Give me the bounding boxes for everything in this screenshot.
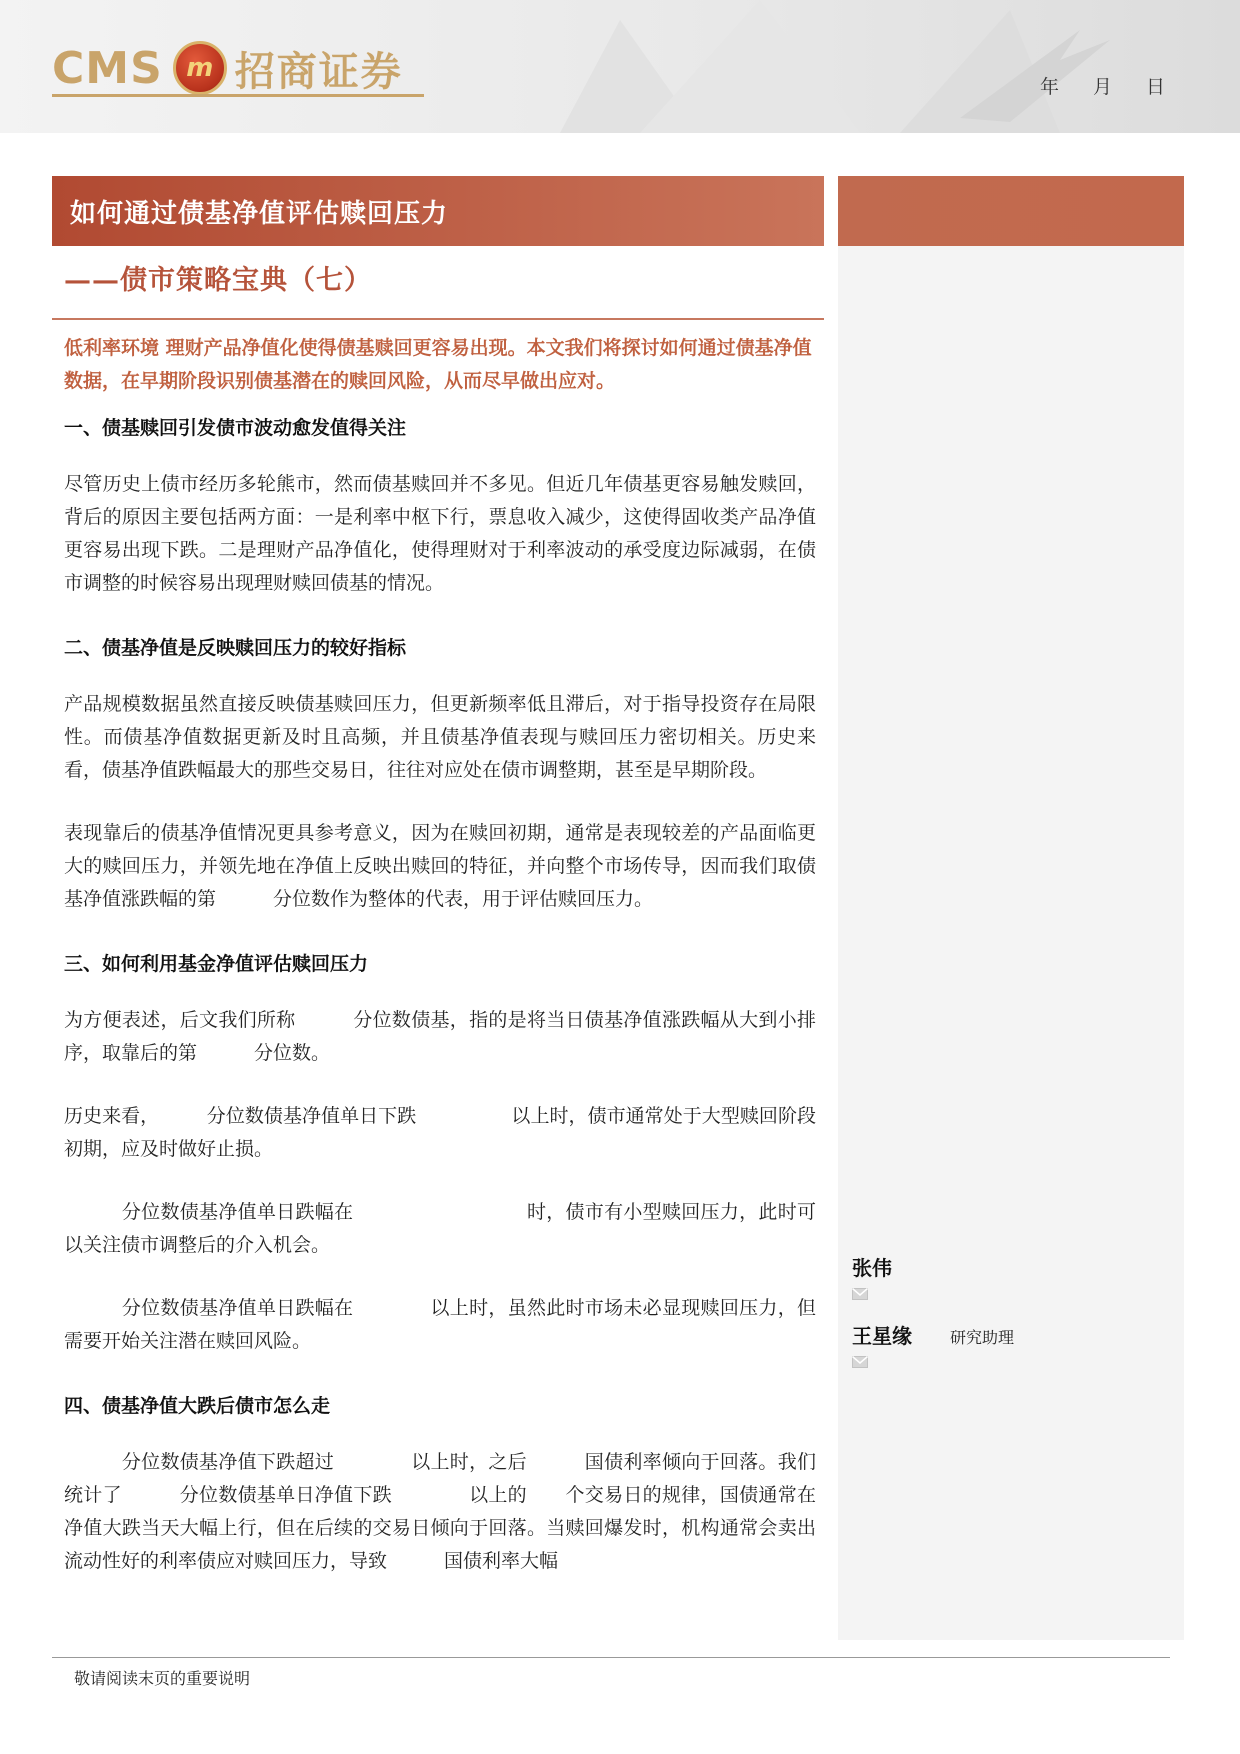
section-heading: 二、债基净值是反映赎回压力的较好指标	[64, 637, 407, 659]
paragraph: 产品规模数据虽然直接反映债基赎回压力，但更新频率低且滞后，对于指导投资存在局限性。而债基净值数据更新及时且高频，并且债基净值表现与赎回压力密切相关。历史来看，债基净值跌幅最大的那些交易日，往往对应处在债市调整期，甚至是早期阶段。	[64, 693, 816, 781]
logo-latin: CMS	[52, 42, 163, 94]
report-title: 如何通过债基净值评估赎回压力	[70, 198, 449, 229]
sidebar-panel	[838, 246, 1184, 1640]
logo-underline	[52, 94, 424, 97]
report-subtitle: ——债市策略宝典（七）	[64, 265, 372, 296]
author-name: 王星缘	[852, 1324, 912, 1348]
report-title-bar	[52, 176, 824, 246]
date-month: 月	[1093, 76, 1113, 98]
author-entry	[852, 1320, 1172, 1350]
paragraph: 尽管历史上债市经历多轮熊市，然而债基赎回并不多见。但近几年债基更容易触发赎回，背后的原因主要包括两方面：一是利率中枢下行，票息收入减少，这使得固收类产品净值更容易出现下跌。二是理财产品净值化，使得理财对于利率波动的承受度边际减弱，在债市调整的时候容易出现理财赎回债基的情况。	[64, 473, 816, 594]
section-heading: 一、债基赎回引发债市波动愈发值得关注	[64, 417, 407, 439]
logo-emblem-icon: m	[173, 41, 227, 95]
report-date	[1040, 72, 1165, 99]
author-role: 研究助理	[950, 1328, 1015, 1347]
date-day: 日	[1146, 76, 1166, 98]
paragraph: 分位数债基净值下跌超过 以上时，之后 国债利率倾向于回落。我们统计了 分位数债基单日净值下跌 以上的 个交易日的规律，国债通常在净值大跌当天大幅上行，但在后续的交易日倾向于回落。当赎回爆发时，机构通常会卖出流动性好的利率债应对赎回压力，导致 国债利率大幅	[64, 1451, 816, 1572]
report-body	[64, 410, 816, 1578]
subtitle-divider	[52, 318, 824, 320]
logo-chinese: 招商证券	[234, 48, 403, 95]
mail-icon[interactable]	[852, 1356, 868, 1368]
paragraph: 历史来看， 分位数债基净值单日下跌 以上时，债市通常处于大型赎回阶段初期，应及时做好止损。	[64, 1105, 816, 1160]
author-name: 张伟	[852, 1256, 892, 1280]
author-list	[852, 1252, 1172, 1388]
company-logo	[52, 36, 403, 100]
author-entry	[852, 1252, 1172, 1282]
footer-divider	[52, 1657, 1170, 1658]
date-year: 年	[1040, 76, 1060, 98]
mail-icon[interactable]	[852, 1288, 868, 1300]
paragraph: 为方便表述，后文我们所称 分位数债基，指的是将当日债基净值涨跌幅从大到小排序，取靠后的第 分位数。	[64, 1009, 816, 1064]
section-heading: 三、如何利用基金净值评估赎回压力	[64, 953, 369, 975]
header-band	[0, 0, 1240, 133]
paragraph: 分位数债基净值单日跌幅在 以上时，虽然此时市场未必显现赎回压力，但需要开始关注潜在赎回风险。	[64, 1297, 816, 1352]
paragraph: 表现靠后的债基净值情况更具参考意义，因为在赎回初期，通常是表现较差的产品面临更大的赎回压力，并领先地在净值上反映出赎回的特征，并向整个市场传导，因而我们取债基净值涨跌幅的第 分位数作为整体的代表，用于评估赎回压力。	[64, 822, 816, 910]
footer-disclaimer: 敬请阅读末页的重要说明	[74, 1669, 251, 1688]
section-heading: 四、债基净值大跌后债市怎么走	[64, 1395, 331, 1417]
sidebar-header-bar	[838, 176, 1184, 246]
abstract: 低利率环境 理财产品净值化使得债基赎回更容易出现。本文我们将探讨如何通过债基净值数据，在早期阶段识别债基潜在的赎回风险，从而尽早做出应对。	[64, 337, 812, 392]
paragraph: 分位数债基净值单日跌幅在 时，债市有小型赎回压力，此时可以关注债市调整后的介入机会。	[64, 1201, 816, 1256]
